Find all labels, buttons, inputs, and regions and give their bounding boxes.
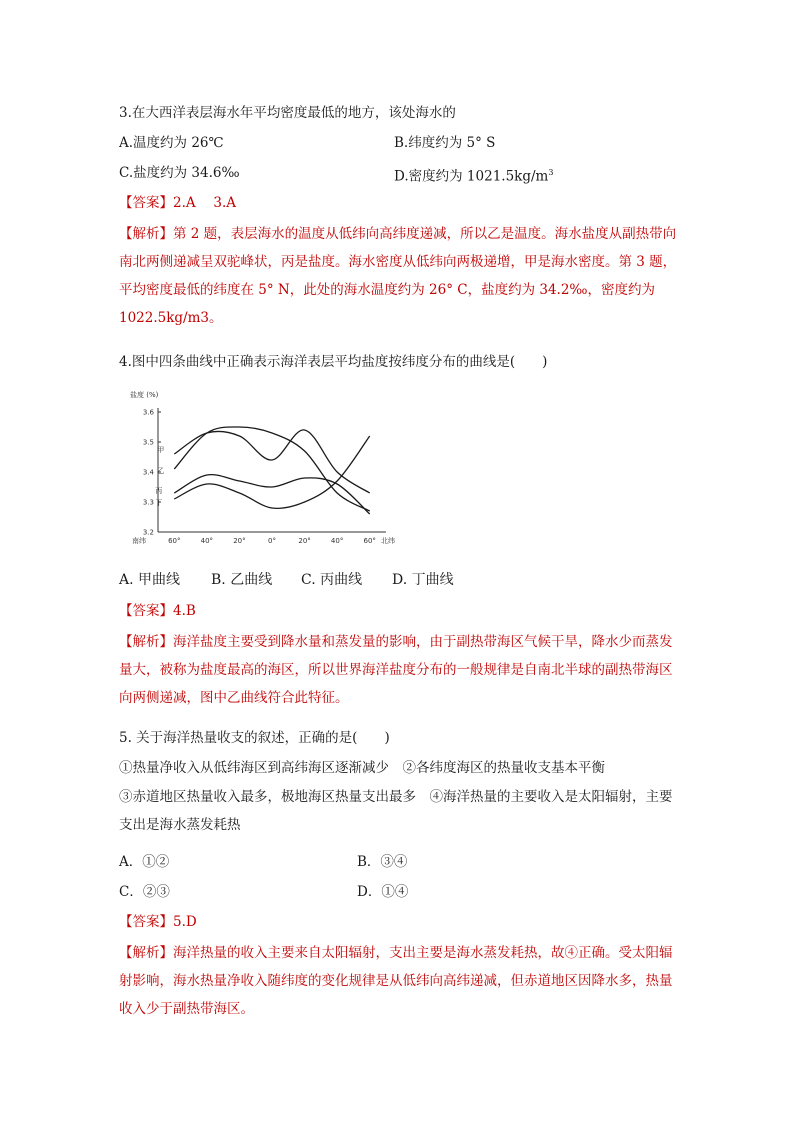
q5-answer	[119, 912, 684, 932]
x-tick-label: 20°	[298, 537, 311, 545]
q5-analysis	[119, 939, 684, 1023]
answer-tag: 【答案】	[119, 603, 173, 619]
y-tick-label: 3.5	[142, 438, 154, 447]
answer-tag: 【答案】	[119, 914, 173, 930]
x-tick-label: 40°	[330, 537, 344, 545]
answer-value: 2.A 3.A	[173, 195, 237, 211]
q3-analysis	[119, 220, 684, 332]
q5-options-row2	[119, 882, 684, 902]
y-tick-label: 3.2	[142, 528, 154, 537]
series-line-4	[174, 436, 369, 508]
q3-stem: 3.在大西洋表层海水年平均密度最低的地方，该处海水的	[119, 105, 456, 121]
q5-option-d: D．①④	[357, 884, 409, 900]
series-label: 乙	[157, 467, 165, 475]
answer-tag: 【答案】	[119, 195, 173, 211]
analysis-tag: 【解析】	[119, 945, 173, 961]
x-tick-label: 北纬	[381, 537, 395, 545]
analysis-text: 第 2 题，表层海水的温度从低纬向高纬度递减，所以乙是温度。海水盐度从副热带向南北两侧递减呈双驼峰状，丙是盐度。海水密度从低纬向两极递增，甲是海水密度。第 3 题，平均密度最低的纬度在 5° N，此处的海水温度约为 26° C，盐度约为 34.2‰，密度约为 1022.5kg/m3。	[119, 226, 677, 326]
q5-options-row1	[119, 852, 684, 872]
salinity-chart	[128, 386, 398, 554]
series-label: 丁	[155, 499, 163, 507]
q3-option-d: D.密度约为 $1021.5kg/m^3$	[394, 168, 554, 185]
q3-option-b: B.纬度约为 5° S	[394, 135, 496, 151]
y-tick-label: 3.6	[142, 408, 154, 417]
q4-option-b: B. 乙曲线	[211, 572, 273, 588]
analysis-text: 海洋盐度主要受到降水量和蒸发量的影响，由于副热带海区气候干旱，降水少而蒸发量大，被称为盐度最高的海区，所以世界海洋盐度分布的一般规律是自南北半球的副热带海区向两侧递减，图中乙曲线符合此特征。	[119, 634, 673, 706]
q5-option-b: B．③④	[357, 854, 408, 870]
series-line-1	[174, 430, 369, 493]
q4-stem: 4.图中四条曲线中正确表示海洋表层平均盐度按纬度分布的曲线是( )	[119, 354, 548, 370]
analysis-tag: 【解析】	[119, 226, 173, 242]
x-tick-label: 40°	[200, 537, 214, 545]
q4-option-a: A. 甲曲线	[119, 572, 181, 588]
q4-answer	[119, 601, 684, 621]
q4-option-c: C. 丙曲线	[301, 572, 363, 588]
q5-statement-1-2: ①热量净收入从低纬海区到高纬海区逐渐减少 ②各纬度海区的热量收支基本平衡	[119, 760, 605, 776]
q5-option-a: A．①②	[119, 854, 170, 870]
y-tick-label: 3.4	[142, 468, 154, 477]
series-label: 甲	[157, 446, 165, 454]
x-tick-label: 60°	[363, 537, 376, 545]
x-tick-label: 0°	[268, 537, 276, 545]
q4-analysis	[119, 628, 684, 712]
answer-value: 4.B	[173, 603, 196, 619]
series-label: 丙	[155, 487, 163, 495]
analysis-text: 海洋热量的收入主要来自太阳辐射，支出主要是海水蒸发耗热，故④正确。受太阳辐射影响，海水热量净收入随纬度的变化规律是从低纬向高纬递减，但赤道地区因降水多，热量收入少于副热带海区。	[119, 945, 673, 1017]
q3-options-row1	[119, 133, 684, 153]
x-tick-label: 南纬	[132, 537, 146, 545]
answer-value: 5.D	[173, 914, 197, 930]
q5-stem: 5. 关于海洋热量收支的叙述，正确的是( )	[119, 730, 390, 746]
analysis-tag: 【解析】	[119, 634, 173, 650]
q3-answer	[119, 193, 684, 213]
q4-option-d: D. 丁曲线	[392, 572, 454, 588]
x-tick-label: 20°	[233, 537, 246, 545]
q5-option-c: C．②③	[119, 884, 170, 900]
q3-option-a: A.温度约为 26℃	[119, 135, 224, 151]
q3-option-c: C.盐度约为 34.6‰	[119, 165, 240, 181]
y-axis-label: 盐度 (%)	[130, 391, 159, 399]
x-tick-label: 60°	[168, 537, 181, 545]
y-tick-label: 3.3	[142, 498, 154, 507]
series-line-2	[174, 427, 369, 511]
q3-options-row2	[119, 163, 684, 183]
q5-statement-3-4: ③赤道地区热量收入最多，极地海区热量支出最多 ④海洋热量的主要收入是太阳辐射，主要支出是海水蒸发耗热	[119, 789, 673, 833]
